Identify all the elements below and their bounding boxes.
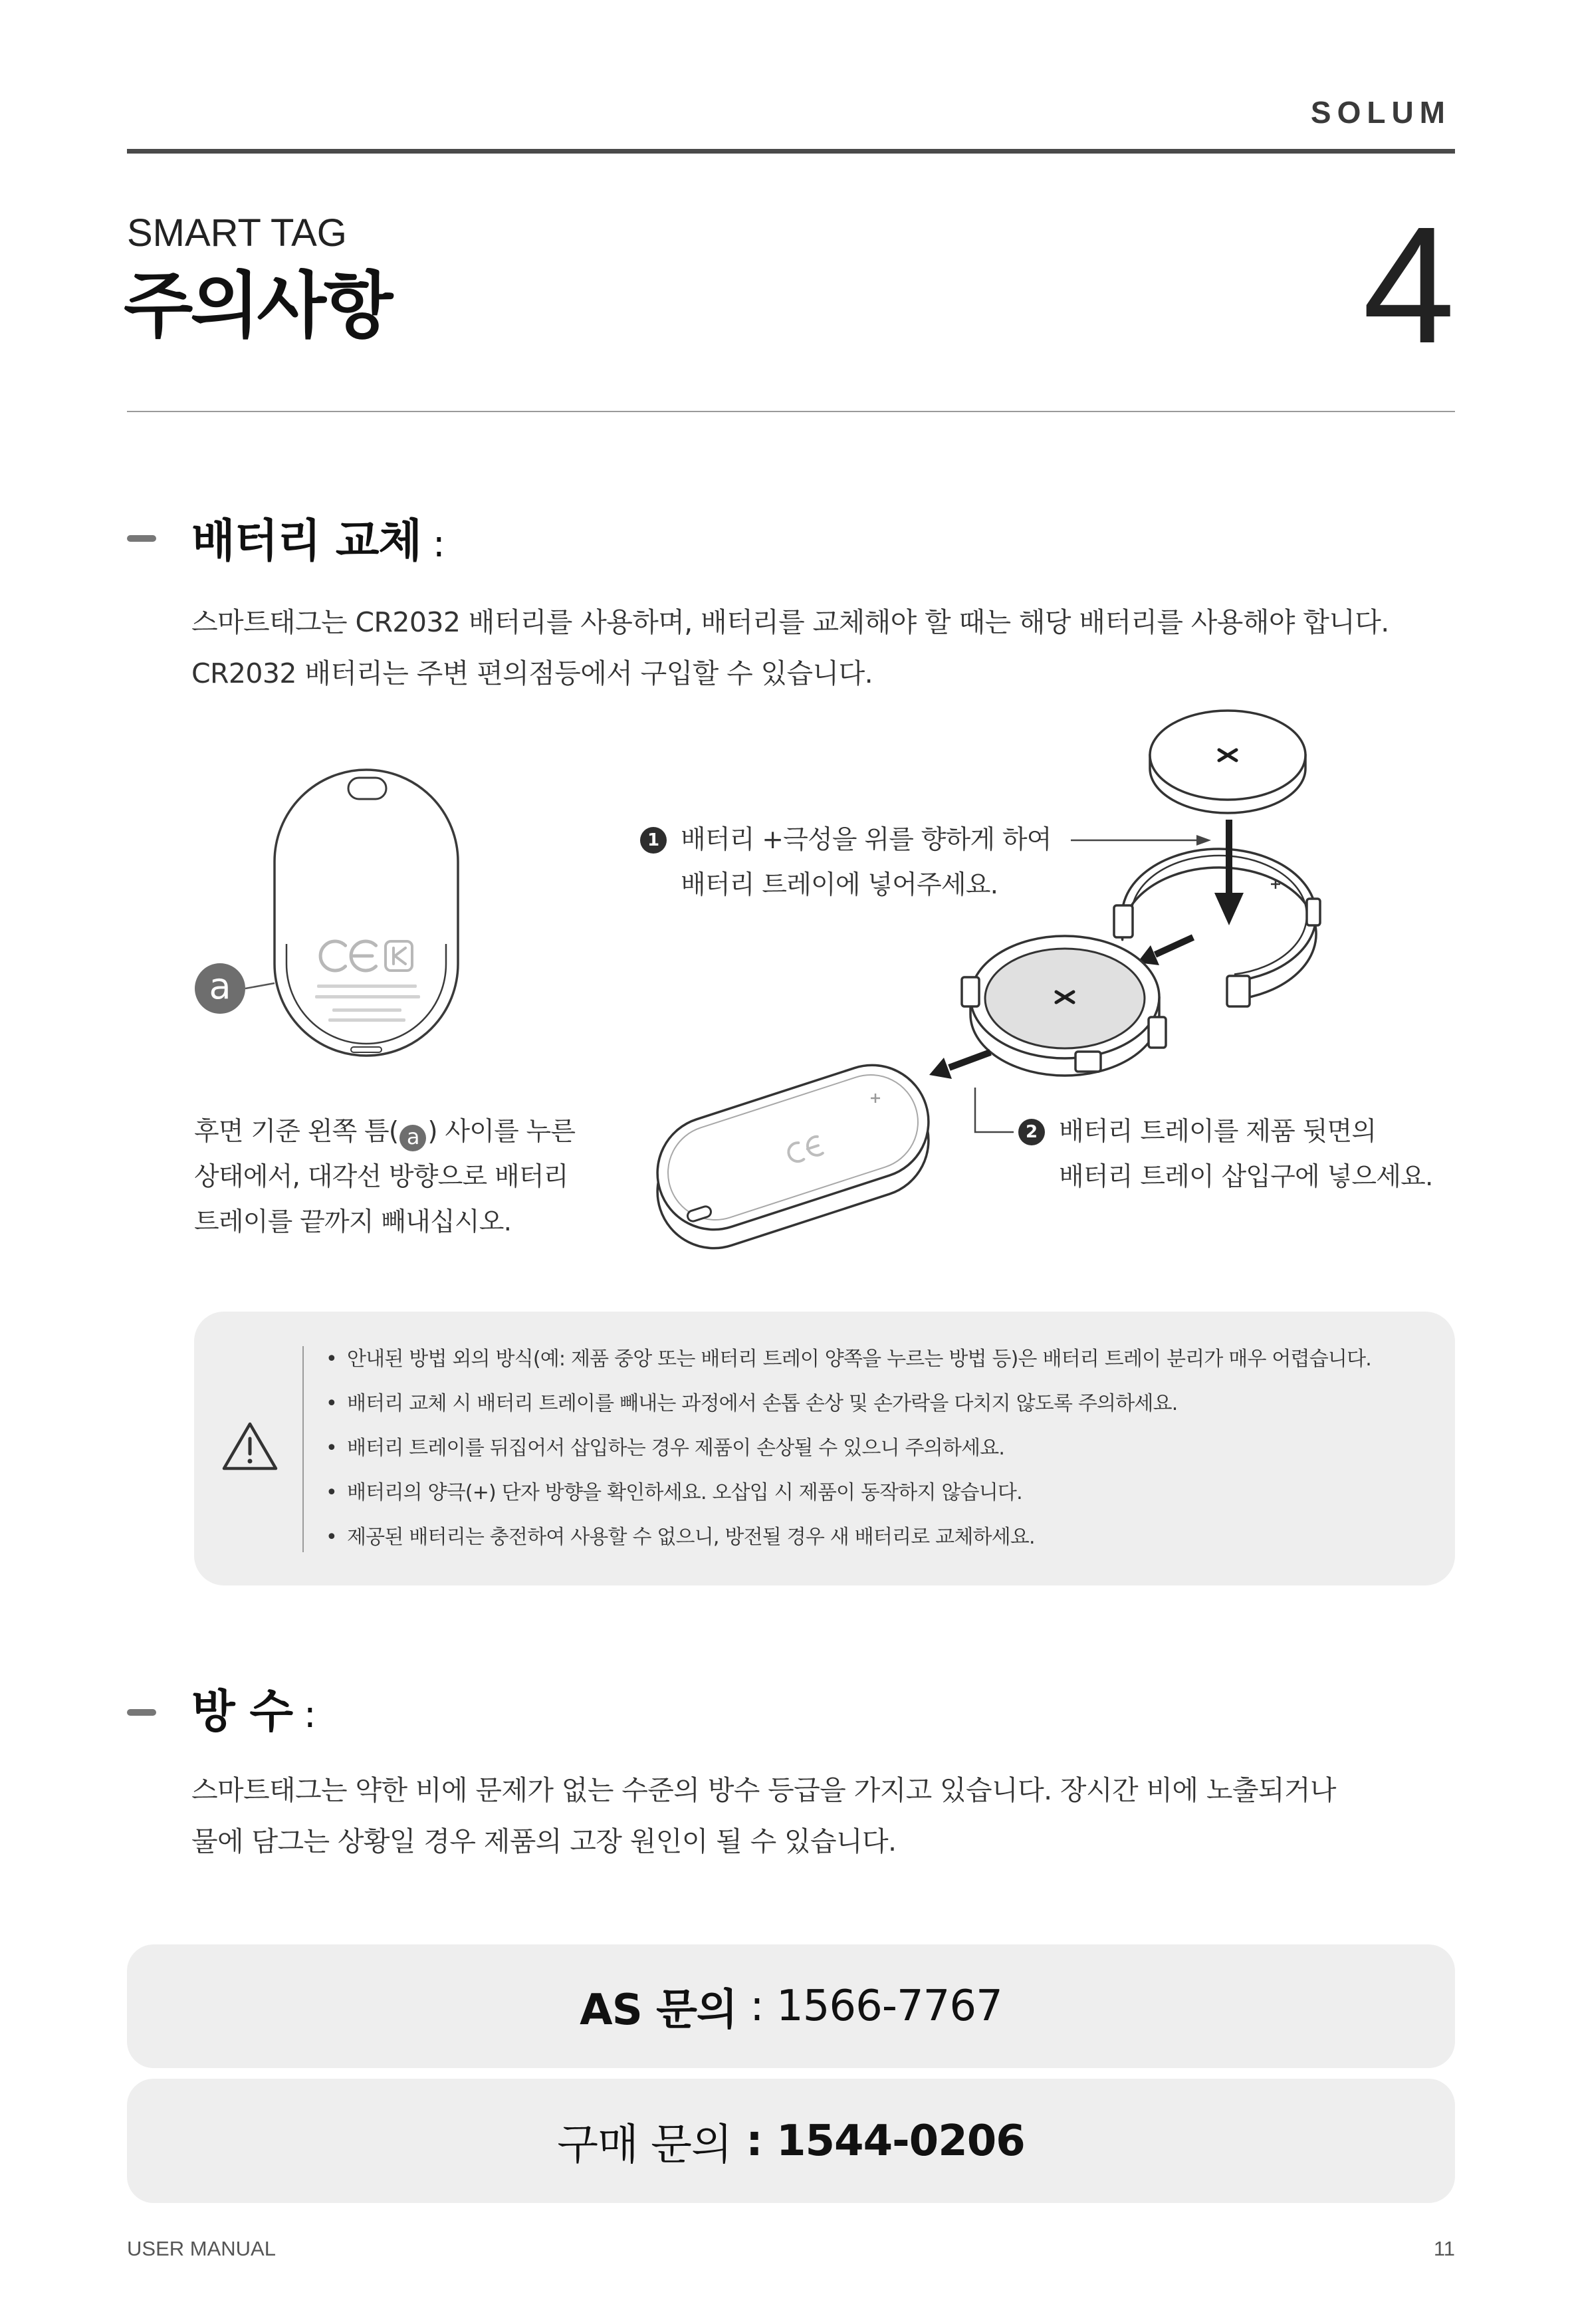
tray-arrow-icon (1137, 937, 1193, 965)
as-contact-box (127, 1944, 1455, 2068)
step1-caption-line: 배터리 트레이에 넣어주세요. (681, 870, 998, 900)
step1-caption (681, 818, 1052, 908)
step2-leader-line (975, 1088, 1014, 1132)
purchase-contact-box (127, 2079, 1455, 2203)
removal-line1-before: 후면 기준 왼쪽 틈( (194, 1117, 399, 1147)
step1-leader-line (1071, 835, 1211, 846)
purchase-contact-label: 구매 문의 (557, 2120, 732, 2170)
step2-number-badge: 2 (1018, 1119, 1045, 1145)
waterproof-heading-text: 방 수 (191, 1686, 293, 1738)
insert-tray-arrow-icon (929, 1052, 990, 1079)
step1-number-badge: 1 (640, 827, 667, 854)
waterproof-body-line: 스마트태그는 약한 비에 문제가 없는 수준의 방수 등급을 가지고 있습니다. 장시간 비에 노출되거나 (191, 1774, 1336, 1806)
waterproof-heading-colon: : (292, 1693, 316, 1736)
purchase-contact-number: 1544-0206 (776, 2116, 1025, 2166)
page-title: 주의사항 (124, 265, 391, 348)
caution-item: • 배터리 교체 시 배터리 트레이를 빼내는 과정에서 손톱 손상 및 손가락을 다치지 않도록 주의하세요. (347, 1381, 1371, 1426)
step1-caption-line: 배터리 +극성을 위를 향하게 하여 (681, 825, 1052, 855)
waterproof-body (191, 1765, 1336, 1867)
removal-line1-after: ) 사이를 누른 (427, 1117, 576, 1147)
step2-caption-line: 배터리 트레이 삽입구에 넣으세요. (1059, 1162, 1433, 1192)
insert-battery-arrow-icon (1214, 820, 1244, 925)
smart-tag-body-icon (643, 1050, 943, 1262)
tag-back-view-icon (275, 770, 458, 1056)
battery-intro-line: CR2032 배터리는 주변 편의점등에서 구입할 수 있습니다. (191, 657, 873, 689)
purchase-contact-separator: : (731, 2116, 776, 2166)
caution-list (347, 1337, 1371, 1560)
as-contact-number: 1566-7767 (776, 1982, 1002, 2031)
caution-item: • 안내된 방법 외의 방식(예: 제품 중앙 또는 배터리 트레이 양쪽을 누르는 방법 등)은 배터리 트레이 분리가 매우 어렵습니다. (347, 1337, 1371, 1381)
battery-tray-with-battery-icon (962, 936, 1166, 1076)
battery-heading-text: 배터리 교체 (191, 515, 422, 568)
product-name: SMART TAG (127, 211, 347, 255)
waterproof-section-dash (127, 1709, 156, 1716)
removal-caption-line: 상태에서, 대각선 방향으로 배터리 (194, 1162, 568, 1192)
caution-divider (302, 1346, 304, 1552)
caution-item: • 배터리의 양극(+) 단자 방향을 확인하세요. 오삽입 시 제품이 동작하지 않습니다. (347, 1470, 1371, 1515)
inline-marker-a: a (399, 1125, 426, 1151)
warning-icon (220, 1420, 280, 1473)
battery-heading-colon: : (421, 523, 445, 566)
brand-logo: SOLUM (1310, 95, 1451, 130)
as-contact-label: AS 문의 (580, 1986, 737, 2035)
page-number: 11 (1433, 2237, 1455, 2260)
callout-marker-a: a (195, 963, 245, 1014)
as-contact-separator: : (736, 1982, 776, 2031)
step2-caption (1059, 1109, 1433, 1200)
tray-removal-caption (194, 1109, 575, 1245)
chapter-number: 4 (1362, 192, 1455, 378)
waterproof-body-line: 물에 담그는 상황일 경우 제품의 고장 원인이 될 수 있습니다. (191, 1825, 897, 1857)
footer-manual-label: USER MANUAL (127, 2237, 276, 2260)
callout-leader-line (245, 983, 275, 988)
caution-item: • 배터리 트레이를 뒤집어서 삽입하는 경우 제품이 손상될 수 있으니 주의하세요. (347, 1426, 1371, 1470)
removal-caption-line (194, 1109, 575, 1155)
battery-intro-line: 스마트태그는 CR2032 배터리를 사용하며, 배터리를 교체해야 할 때는 해당 배터리를 사용해야 합니다. (191, 606, 1389, 638)
caution-box (194, 1312, 1455, 1585)
caution-item: • 제공된 배터리는 충전하여 사용할 수 없으니, 방전될 경우 새 배터리로 교체하세요. (347, 1515, 1371, 1560)
coin-battery-icon (1150, 711, 1305, 813)
removal-caption-line: 트레이를 끝까지 빼내십시오. (194, 1207, 512, 1237)
waterproof-section-heading (191, 1686, 316, 1742)
step2-caption-line: 배터리 트레이를 제품 뒷면의 (1059, 1117, 1377, 1147)
